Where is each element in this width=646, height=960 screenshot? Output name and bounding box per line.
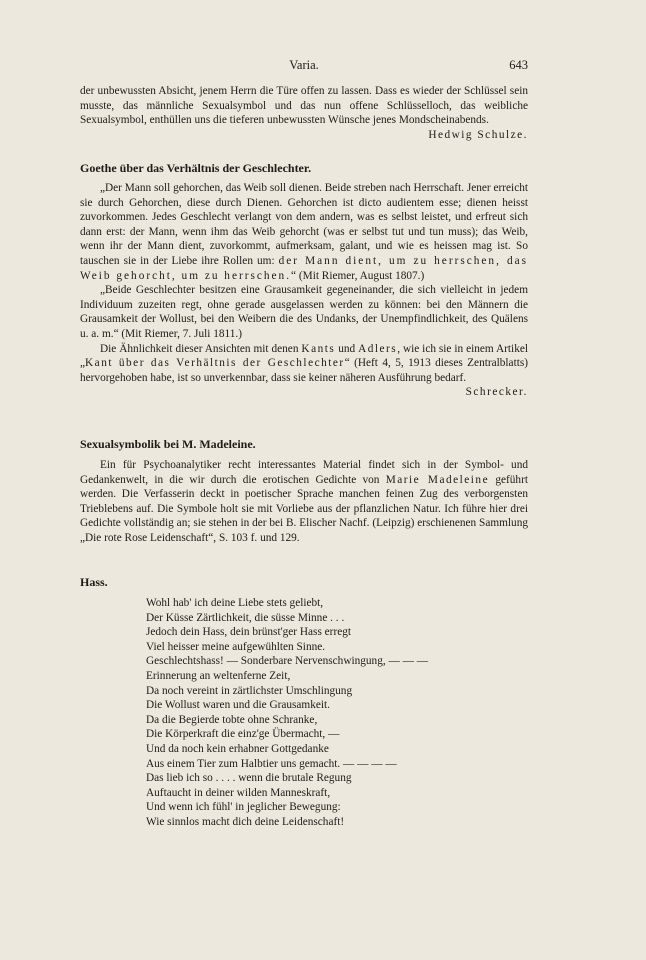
poem-line: Viel heisser meine aufgewühlten Sinne. [146, 640, 326, 653]
poem-title: Hass. [80, 575, 108, 589]
section-heading: Sexualsymbolik bei M. Madeleine. [80, 437, 256, 451]
paragraph-text: , wie ich sie in einem Artikel „ [80, 342, 528, 370]
quote-paragraph [80, 181, 528, 283]
paragraph-text: “ (Heft 4, 5, 1913 dieses Zentralblatts) hervorgehoben habe, ist so unverkennbar, dass sie keiner näheren Ausführung bedarf. [80, 357, 529, 384]
paragraph [80, 84, 528, 141]
paragraph [80, 342, 529, 399]
section-heading-goethe [80, 161, 528, 176]
poem-heading [80, 575, 528, 590]
poem-line: Wie sinnlos macht dich deine Leidenschaft! [146, 815, 345, 828]
section-heading: Goethe über das Verhältnis der Geschlechter. [80, 161, 312, 175]
paragraph-text: Ein für Psychoanalytiker recht interessantes Material findet sich in der Symbol- und Gedankenwelt, in die wir durch die erotischen Gedichte von [80, 459, 528, 486]
spaced-name: Adlers [358, 342, 398, 355]
paragraph [80, 458, 528, 546]
poem-line: Aus einem Tier zum Halbtier uns gemacht. — — — — [146, 757, 397, 770]
poem-line: Da noch vereint in zärtlichster Umschlingung [146, 684, 353, 697]
section-heading-madeleine [80, 437, 528, 452]
poem-line: Der Küsse Zärtlichkeit, die süsse Minne . . . [146, 611, 345, 624]
spaced-article-title: Kant über das Verhältnis der Geschlechter [85, 357, 345, 370]
poem-line: Jedoch dein Hass, dein brünst'ger Hass erregt [146, 626, 352, 639]
paragraph-text: der unbewussten Absicht, jenem Herrn die Türe offen zu lassen. Dass es wieder der Schlüssel sein musste, das männliche Sexualsymbol und das nun offene Schlüsselloch, das weibliche Sexualsymbol, enthüllen uns die tieferen unbewussten Wünsche jenes Mondscheinabends. [80, 85, 528, 127]
poem-line: Die Körperkraft die einz'ge Übermacht, — [146, 728, 340, 741]
poem-line: Erinnerung an weltenferne Zeit, [146, 669, 291, 682]
quote-paragraph: „Beide Geschlechter besitzen eine Grausamkeit gegeneinander, die sich vielleicht in jedem Individuum zuzeiten regt, ohne gerade ausgelassen werden zu können: bei den Männern die Grausamkeit der Wollust, bei den Weibern die des Undanks, der Unempfindlichkeit, des Quälens u. a. m.“ (Mit Riemer, 7. Juli 1811.) [80, 284, 528, 340]
poem-line: Die Wollust waren und die Grausamkeit. [146, 699, 330, 712]
poem-line: Und da noch kein erhabner Gottgedanke [146, 742, 329, 755]
poem-line: Da die Begierde tobte ohne Schranke, [146, 713, 318, 726]
spaced-name: Marie Madeleine [385, 473, 490, 486]
spaced-emphasis: der Mann dient, um zu herrschen, das Weib gehorcht, um zu herrschen. [80, 254, 529, 282]
paragraph-text: und [335, 342, 359, 355]
author-signature: Schrecker. [465, 386, 528, 399]
spaced-name: Kants [301, 342, 336, 355]
page-header [80, 58, 528, 76]
poem-body [146, 596, 466, 830]
poem-line: Geschlechtshass! — Sonderbare Nervenschwingung, — — — [146, 655, 429, 668]
section-goethe [80, 181, 528, 400]
poem-line: Auftaucht in deiner wilden Manneskraft, [146, 786, 331, 799]
poem-line: Wohl hab' ich deine Liebe stets geliebt, [146, 597, 324, 609]
section-schulze [80, 84, 528, 142]
paragraph-text: geführt werden. Die Verfasserin deckt in poetischer Sprache manchen feinen Zug des verborgensten Trieblebens auf. Die Symbole holt sie mit Vorliebe aus der pflanzlichen Natur. Ich führe hier drei Gedichte vollständig an; sie stehen in der bei B. Elischer Nachf. (Leipzig) erschienenen Sammlung „Die rote Rose Leidenschaft“, S. 103 f. und 129. [80, 473, 528, 544]
page-number: 643 [509, 58, 528, 72]
poem-line: Das lieb ich so . . . . wenn die brutale Regung [146, 772, 352, 785]
poem-line: Und wenn ich fühl' in jeglicher Bewegung: [146, 801, 341, 814]
author-signature: Hedwig Schulze. [428, 128, 528, 141]
quote-source: “ (Mit Riemer, August 1807.) [291, 269, 425, 282]
quote-text: „Der Mann soll gehorchen, das Weib soll dienen. Beide streben nach Herrschaft. Jener erreicht sie durch Gehorchen, diese durch Dienen. Gehorchen ist dicto audientem esse; dienen heisst zuvorkommen. Jedes Geschlecht verlangt von dem andern, was es selbst leistet, und erfreut sich dann erst: der Mann, wenn ihm das Weib gehorcht (was er selbst tut und tun muss); das Weib, wenn ihr der Mann dient, zuvorkommt, aufmerksam, galant, und wie es heissen mag ist. So tauschen sie in der Liebe ihre Rollen um: [80, 182, 529, 267]
section-madeleine [80, 458, 528, 546]
running-title: Varia. [289, 58, 319, 72]
paragraph-text: Die Ähnlichkeit dieser Ansichten mit denen [100, 342, 302, 355]
